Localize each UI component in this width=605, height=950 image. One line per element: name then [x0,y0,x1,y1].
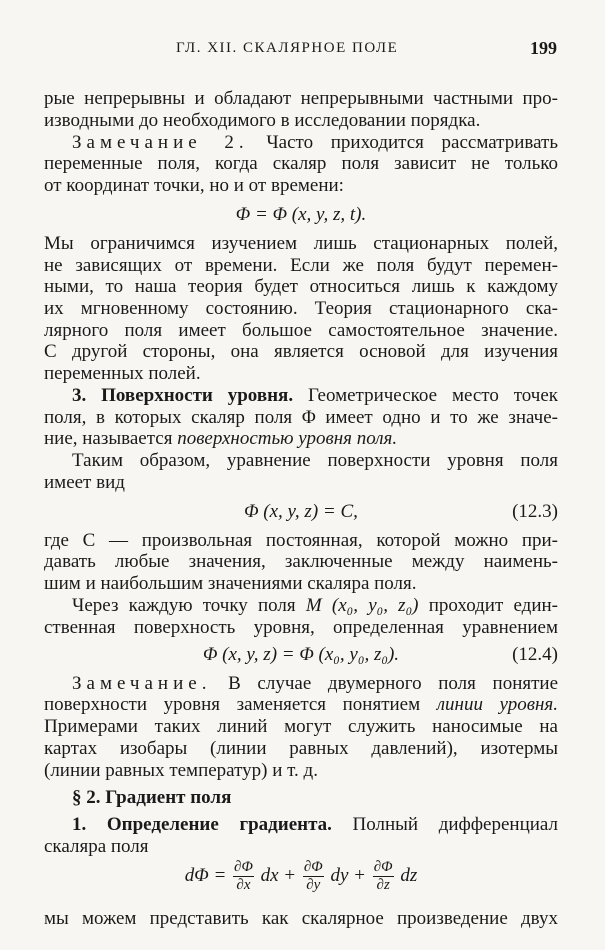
text-line: Мы ограничимся изучением лишь стационарных полей, [44,233,558,254]
remark-label: Замечание 2. [72,132,249,153]
eq-term: dz [400,865,418,886]
numerator: ∂Φ [303,859,323,876]
denominator: ∂z [376,877,390,894]
equation-body: Φ (x, y, z) = C, [244,501,358,522]
level-surfaces-line [44,384,558,408]
text-span: Часто приходится рассматривать [266,132,559,153]
text-line: лярного поля имеет большое самостоятельное значение. [44,320,558,341]
text-line: ными, то наша теория будет относиться лишь к каждому [44,276,558,297]
text-span: ние, называется [44,428,173,449]
subsection-heading: 1. Определение градиента. [72,814,332,835]
text-line: переменные поля, когда скаляр поля зависит не только [44,153,558,174]
text-line: мы можем представить как скалярное произведение двух [44,908,558,929]
text-span: Геометрическое место точек [307,385,559,406]
text-line: рые непрерывны и обладают непрерывными частными про- [44,88,558,109]
text-line: ственная поверхность уровня, определенная уравнением [44,617,558,638]
text-span: проходит един- [428,595,558,616]
defined-term: поверхностью уровня поля. [177,428,398,449]
equation-number: (12.3) [512,501,558,522]
eq-term: dx + [260,865,297,886]
point-m: M (x₀, y₀, z₀) [305,595,419,616]
numerator: ∂Φ [373,859,393,876]
text-line: Примерами таких линий могут служить наносимые на [44,716,558,737]
text-span: Полный дифференциал [352,814,558,835]
eq-term: dy + [330,865,366,886]
equation-12-4 [44,643,558,667]
equation-phi-time: Φ = Φ (x, y, z, t). [235,204,367,225]
text-line: где C — произвольная постоянная, которой можно при- [44,530,558,551]
text-line: картах изобары (линии равных давлений), изотермы [44,738,558,759]
point-line [44,594,558,618]
text-line: давать любые значения, заключенные между наимень- [44,551,558,572]
text-span: В случае двумерного поля понятие [228,673,559,694]
text-line: скаляра поля [44,836,149,857]
text-line: имеет вид [44,472,125,493]
equation-body: Φ (x, y, z) = Φ (x₀, y₀, z₀). [202,644,400,665]
equation-number: (12.4) [512,644,558,665]
equation-total-differential [44,856,558,896]
text-line: поля, в которых скаляр поля Φ имеет одно и то же значе- [44,407,558,428]
gradient-definition-line [44,813,558,837]
text-line: С другой стороны, она является основой для изучения [44,341,558,362]
text-line: их мгновенному состоянию. Теория стационарного ска- [44,298,558,319]
definition-line [44,427,558,451]
text-line: не зависящих от времени. Если же поля будут перемен- [44,255,558,276]
text-span: Через каждую точку поля [72,595,296,616]
text-line: шим и наибольшим значениями скаляра поля. [44,573,417,594]
text-line: Таким образом, уравнение поверхности уровня поля [72,450,558,471]
text-line: (линии равных температур) и т. д. [44,760,318,781]
equation-12-3 [44,500,558,524]
running-header [0,40,605,64]
subsection-heading: 3. Поверхности уровня. [72,385,294,406]
fraction [373,859,394,894]
eq-lhs: dΦ = [184,865,227,886]
denominator: ∂y [306,877,321,894]
fraction [233,859,254,894]
defined-term: линии уровня. [436,694,558,715]
level-line-definition [44,693,558,717]
numerator: ∂Φ [234,859,253,876]
text-line: изводными до необходимого в исследовании порядка. [44,110,481,131]
chapter-title: ГЛ. XII. СКАЛЯРНОЕ ПОЛЕ [176,40,399,56]
page-number: 199 [530,38,557,58]
remark-label: Замечание. [72,673,212,694]
text-span: поверхности уровня заменяется понятием [44,694,421,715]
section-heading: § 2. Градиент поля [72,787,232,808]
text-line: от координат точки, но и от времени: [44,175,344,196]
text-line: переменных полей. [44,363,201,384]
fraction [303,859,324,894]
denominator: ∂x [236,877,251,894]
